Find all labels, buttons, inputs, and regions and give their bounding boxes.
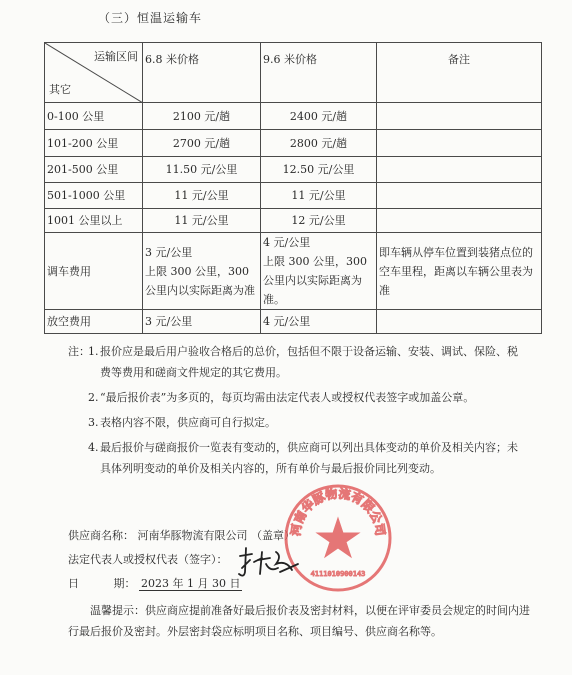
other-header: 其它 — [49, 83, 71, 96]
table-header-row — [45, 43, 542, 103]
svg-text:4111010900143: 4111010900143 — [310, 570, 366, 578]
table-row — [45, 209, 542, 233]
date-label-2: 期： — [113, 577, 136, 590]
dispatch-96-limit: 上限 300 公里，300 公里内以实际距离为准。 — [263, 255, 367, 306]
table-row — [45, 130, 542, 157]
price-68-header: 6.8 米价格 — [143, 43, 261, 103]
representative-line — [68, 551, 228, 567]
note-number: 3. — [88, 416, 99, 429]
price-96-cell: 12 元/公里 — [261, 209, 377, 233]
price-68-cell: 2100 元/趟 — [143, 103, 261, 130]
price-96-cell: 11 元/公里 — [261, 183, 377, 209]
range-cell: 101-200 公里 — [45, 130, 143, 157]
price-96-header: 9.6 米价格 — [261, 43, 377, 103]
dispatch-row — [45, 233, 542, 310]
remarks-cell — [377, 130, 542, 157]
supplier-label: 供应商名称： — [68, 529, 134, 542]
remarks-cell — [377, 183, 542, 209]
empty-run-row — [45, 310, 542, 334]
notes-lead: 注： — [68, 345, 90, 358]
svg-text:河南华豚物流有限公司: 河南华豚物流有限公司 — [288, 486, 388, 537]
range-cell: 501-1000 公里 — [45, 183, 143, 209]
note-text: 最后报价与磋商报价一览表有变动的，供应商可以列出具体变动的单价及相关内容；未具体列明变动的单价及相关内容的，所有单价与最后报价同比列变动。 — [100, 441, 518, 475]
range-cell: 1001 公里以上 — [45, 209, 143, 233]
empty-run-68-cell: 3 元/公里 — [143, 310, 261, 334]
remarks-header: 备注 — [377, 43, 542, 103]
price-96-cell: 2800 元/趟 — [261, 130, 377, 157]
price-68-cell: 11 元/公里 — [143, 209, 261, 233]
range-cell: 201-500 公里 — [45, 157, 143, 183]
stamp-hint: （盖章） — [251, 529, 295, 542]
note-number: 1. — [88, 345, 99, 358]
remarks-cell — [377, 209, 542, 233]
date-value: 2023 年 1 月 30 日 — [141, 577, 241, 590]
date-line — [68, 575, 242, 591]
price-96-cell: 12.50 元/公里 — [261, 157, 377, 183]
price-table — [44, 42, 542, 334]
note-text: 报价应是最后用户验收合格后的总价，包括但不限于设备运输、安装、调试、保险、税费等费用和磋商文件规定的其它费用。 — [100, 345, 518, 379]
dispatch-68-rate: 3 元/公里 — [145, 245, 193, 259]
empty-run-label: 放空费用 — [45, 310, 143, 334]
price-68-cell: 2700 元/趟 — [143, 130, 261, 157]
note-item — [68, 341, 528, 383]
range-header: 运输区间 — [94, 50, 138, 63]
dispatch-96-cell — [261, 233, 377, 310]
dispatch-remarks: 即车辆从停车位置到装猪点位的空车里程，距离以车辆公里表为准 — [377, 233, 542, 310]
dispatch-label: 调车费用 — [45, 233, 143, 310]
price-68-cell: 11 元/公里 — [143, 183, 261, 209]
note-text: “最后报价表”为多页的，每页均需由法定代表人或授权代表签字或加盖公章。 — [100, 391, 475, 404]
remarks-cell — [377, 310, 542, 334]
reminder-text: 温馨提示：供应商应提前准备好最后报价表及密封材料，以便在评审委员会规定的时间内进行最后报价及密封。外层密封袋应标明项目名称、项目编号、供应商名称等。 — [68, 604, 530, 638]
table-row — [45, 183, 542, 209]
supplier-line — [68, 527, 295, 543]
note-item — [68, 387, 528, 408]
table-row — [45, 157, 542, 183]
note-text: 表格内容不限，供应商可自行拟定。 — [100, 416, 276, 429]
note-item — [68, 412, 528, 433]
dispatch-68-cell — [143, 233, 261, 310]
note-number: 2. — [88, 391, 99, 404]
section-title: （三）恒温运输车 — [98, 11, 203, 25]
table-row — [45, 103, 542, 130]
notes — [68, 341, 528, 479]
signature-mark — [236, 546, 300, 580]
range-cell: 0-100 公里 — [45, 103, 143, 130]
remarks-cell — [377, 157, 542, 183]
note-number: 4. — [88, 441, 99, 454]
note-item — [68, 437, 528, 479]
supplier-name: 河南华豚物流有限公司 — [137, 529, 248, 542]
price-96-cell: 2400 元/趟 — [261, 103, 377, 130]
date-label-1: 日 — [68, 577, 79, 590]
price-68-cell: 11.50 元/公里 — [143, 157, 261, 183]
representative-label: 法定代表人或授权代表（签字）： — [68, 553, 228, 566]
dispatch-68-limit: 上限 300 公里，300 公里内以实际距离为准 — [145, 264, 255, 297]
empty-run-96-cell: 4 元/公里 — [261, 310, 377, 334]
diagonal-header-cell — [45, 43, 143, 103]
dispatch-96-rate: 4 元/公里 — [263, 236, 311, 249]
remarks-cell — [377, 103, 542, 130]
